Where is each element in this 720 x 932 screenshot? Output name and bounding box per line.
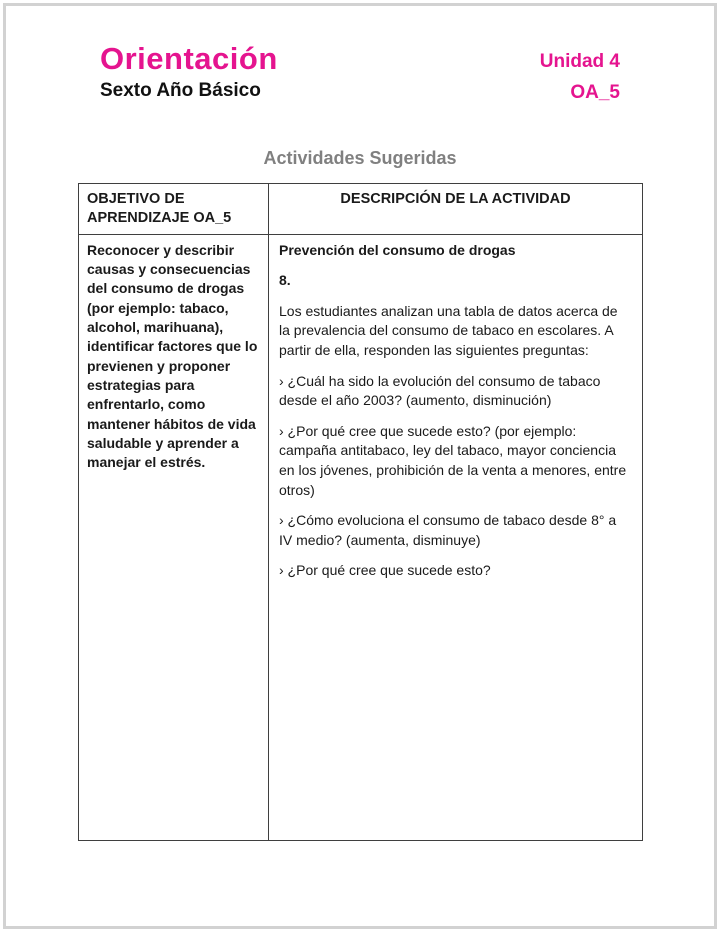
subject-title: Orientación: [100, 41, 278, 76]
unit-label: Unidad 4: [539, 51, 620, 72]
header-right-block: [540, 42, 620, 104]
header-left-block: [100, 42, 278, 102]
table-row: [79, 234, 643, 840]
description-cell: [269, 234, 643, 840]
activity-question: › ¿Cómo evoluciona el consumo de tabaco desde 8° a IV medio? (aumenta, disminuye): [279, 512, 617, 548]
activity-intro: Los estudiantes analizan una tabla de datos acerca de la prevalencia del consumo de tabaco en escolares. A partir de ella, responden las siguientes preguntas:: [279, 302, 618, 359]
objective-cell: Reconocer y describir causas y consecuencias del consumo de drogas (por ejemplo: tabaco, alcohol, marihuana), identificar factores que lo previenen y proponer estrategias para enfrentarlo, como mantener hábitos de vida saludable y aprender a manejar el estrés.: [79, 234, 269, 840]
table-header-row: [79, 184, 643, 235]
grade-subtitle: Sexto Año Básico: [100, 80, 261, 102]
activity-title: Prevención del consumo de drogas: [279, 241, 516, 258]
oa-label: OA_5: [570, 82, 620, 103]
page-title: Actividades Sugeridas: [263, 148, 457, 168]
description-column-header: DESCRIPCIÓN DE LA ACTIVIDAD: [269, 184, 643, 235]
document-header: [100, 42, 620, 104]
activity-question: › ¿Por qué cree que sucede esto?: [279, 562, 491, 579]
objective-column-header: OBJETIVO DE APRENDIZAJE OA_5: [79, 184, 269, 235]
activity-number: 8.: [279, 272, 291, 289]
activity-question: › ¿Por qué cree que sucede esto? (por ejemplo: campaña antitabaco, ley del tabaco, mayor conciencia en los jóvenes, prohibición de la venta a menores, entre otros): [279, 422, 627, 498]
activities-table: [78, 183, 643, 841]
activity-question: › ¿Cuál ha sido la evolución del consumo de tabaco desde el año 2003? (aumento, disminución): [279, 372, 601, 409]
